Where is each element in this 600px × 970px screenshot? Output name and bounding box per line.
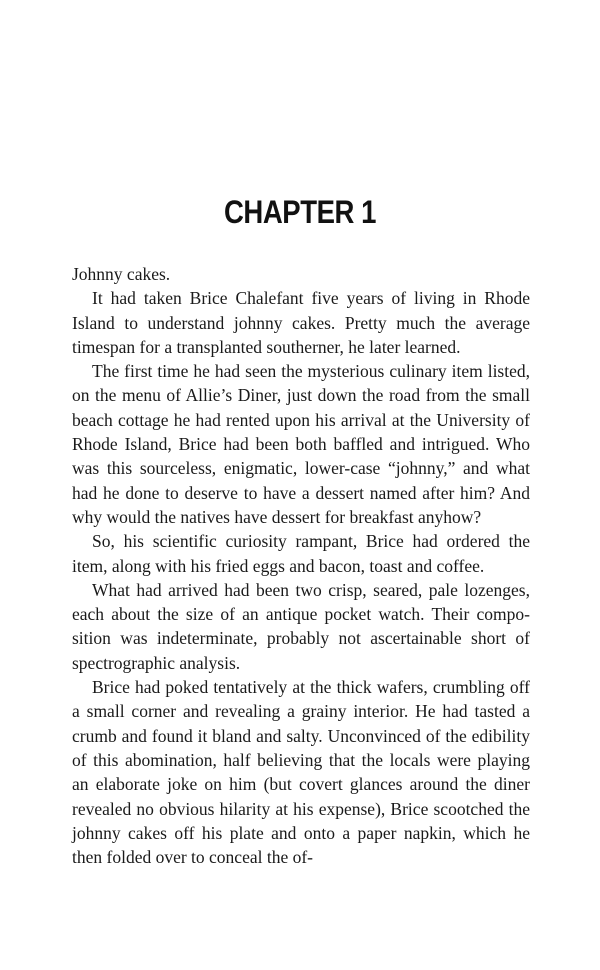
paragraph: Johnny cakes. xyxy=(72,264,171,284)
chapter-body xyxy=(72,262,530,869)
paragraph: So, his scientific curiosity rampant, Brice had ordered the item, along with his fried eggs and bacon, toast and coffee. xyxy=(72,531,530,576)
paragraph: What had arrived had been two crisp, seared, pale lozenges, each about the size of an antique pocket watch. Their compo-sition was indeterminate, probably not ascertainable short of spectrographic analysis. xyxy=(72,579,530,673)
chapter-title: CHAPTER 1 xyxy=(223,194,377,230)
paragraph: The first time he had seen the mysterious culinary item listed, on the menu of Allie’s Diner, just down the road from the small beach cottage he had rented upon his arrival at the University of Rhode Island, Brice had been both baffled and intrigued. Who was this sourceless, enigmatic, lower-case “johnny,” and what had he done to deserve to have a dessert named after him? And why would the natives have dessert for breakfast anyhow? xyxy=(72,361,530,527)
paragraph: Brice had poked tentatively at the thick wafers, crumbling off a small corner and revealing a grainy interior. He had tasted a crumb and found it bland and salty. Unconvinced of the edibility of this abomination, half believing that the locals were playing an elaborate joke on him (but covert glances around the diner revealed no obvious hilarity at his expense), Brice scootched the johnny cakes off his plate and onto a paper napkin, which he then folded over to conceal the of- xyxy=(72,677,530,868)
paragraph: It had taken Brice Chalefant five years of living in Rhode Island to understand johnny cakes. Pretty much the average timespan for a transplanted southerner, he later learned. xyxy=(72,288,530,357)
